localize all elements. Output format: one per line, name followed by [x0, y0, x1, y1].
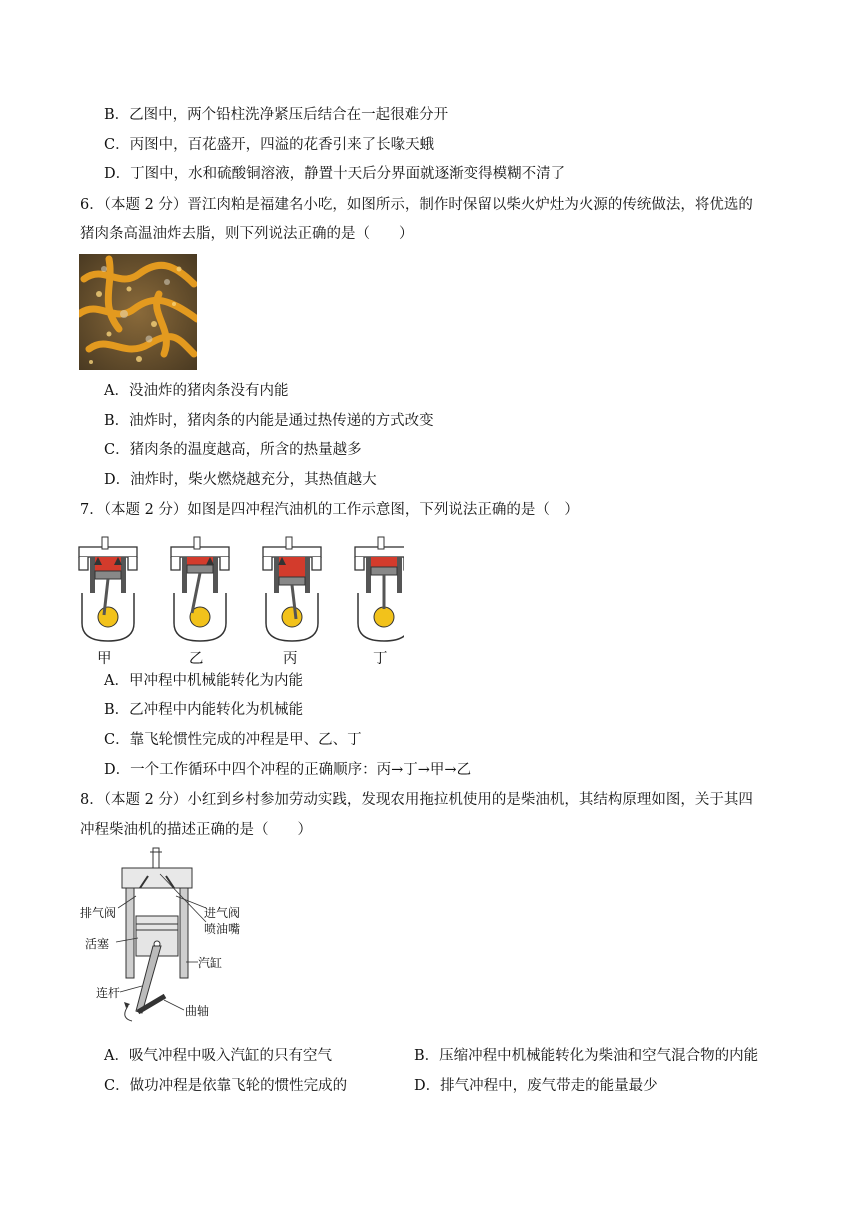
q8-option-d: D．排气冲程中，废气带走的能量最少: [414, 1078, 658, 1094]
four-stroke-engine-diagrams: [74, 535, 404, 645]
q5-option-d: D．丁图中，水和硫酸铜溶液，静置十天后分界面就逐渐变得模糊不清了: [104, 166, 566, 182]
engine-label-yi: 乙: [189, 651, 204, 667]
label-injector: 喷油嘴: [204, 922, 241, 936]
q5-option-c: C．丙图中，百花盛开，四溢的花香引来了长喙天蛾: [104, 137, 435, 153]
label-crankshaft: 曲轴: [185, 1004, 210, 1018]
label-intake-valve: 进气阀: [204, 906, 241, 920]
label-connecting-rod: 连杆: [96, 986, 121, 1000]
q6-option-d: D．油炸时，柴火燃烧越充分，其热值越大: [104, 472, 377, 488]
q7-option-c: C．靠飞轮惯性完成的冲程是甲、乙、丁: [104, 732, 362, 748]
q8-option-c: C．做功冲程是依靠飞轮的惯性完成的: [104, 1078, 348, 1094]
q8-option-b: B．压缩冲程中机械能转化为柴油和空气混合物的内能: [414, 1048, 759, 1064]
q5-option-b: B．乙图中，两个铅柱洗净紧压后结合在一起很难分开: [104, 107, 449, 123]
q7-option-d: D．一个工作循环中四个冲程的正确顺序：丙→丁→甲→乙: [104, 762, 472, 778]
q6-stem-line2: 猪肉条高温油炸去脂，则下列说法正确的是（ ）: [80, 226, 414, 242]
label-exhaust-valve: 排气阀: [80, 906, 117, 920]
q8-stem-line2: 冲程柴油机的描述正确的是（ ）: [80, 822, 312, 838]
q7-stem: 7．（本题 2 分）如图是四冲程汽油机的工作示意图，下列说法正确的是（ ）: [80, 502, 579, 518]
q6-option-c: C．猪肉条的温度越高，所含的热量越多: [104, 442, 362, 458]
q7-option-a: A．甲冲程中机械能转化为内能: [104, 673, 303, 689]
q6-option-b: B．油炸时，猪肉条的内能是通过热传递的方式改变: [104, 413, 434, 429]
label-cylinder: 汽缸: [198, 956, 223, 970]
q6-stem-line1: 6．（本题 2 分）晋江肉粕是福建名小吃，如图所示，制作时保留以柴火炉灶为火源的传统做法，将优选的: [80, 197, 753, 213]
label-piston: 活塞: [85, 937, 110, 951]
q8-stem-line1: 8．（本题 2 分）小红到乡村参加劳动实践，发现农用拖拉机使用的是柴油机，其结构原理如图，关于其四: [80, 792, 753, 808]
q8-option-a: A．吸气冲程中吸入汽缸的只有空气: [104, 1048, 332, 1064]
fried-pork-photo: [79, 254, 197, 370]
engine-label-jia: 甲: [97, 651, 112, 667]
engine-label-bing: 丙: [283, 651, 298, 667]
q7-option-b: B．乙冲程中内能转化为机械能: [104, 702, 304, 718]
engine-label-ding: 丁: [373, 651, 388, 667]
q6-option-a: A．没油炸的猪肉条没有内能: [104, 383, 289, 399]
